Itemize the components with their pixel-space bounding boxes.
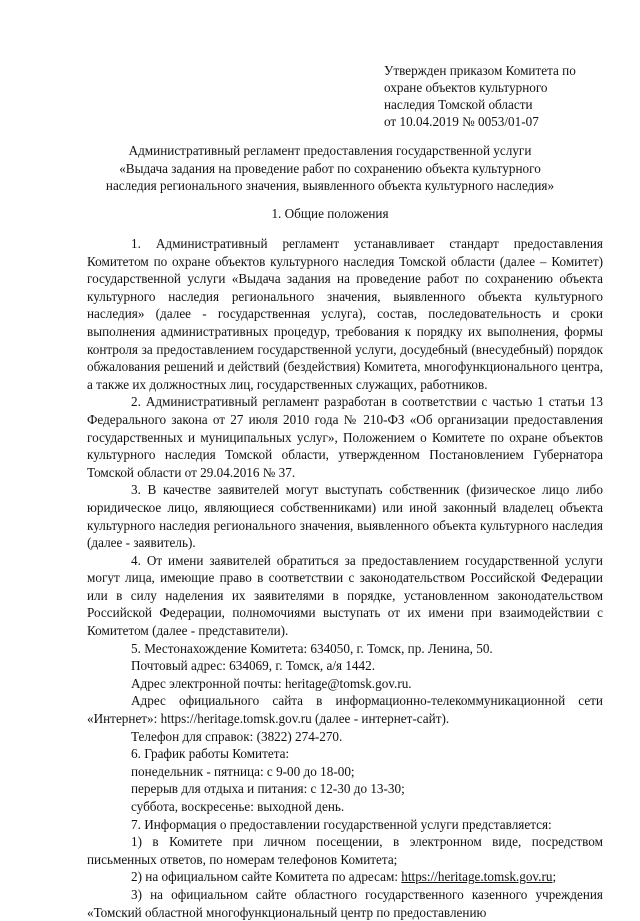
info-item-2-suffix: ; [552,869,557,885]
schedule-break: перерыв для отдыха и питания: с 12-30 до 13-30; [131,781,405,797]
approval-line: охране объектов культурного [384,80,548,95]
official-site: Адрес официального сайта в информационно-телекоммуникационной сети «Интернет»: https://heritage.tomsk.gov.ru (далее - интернет-сайт). [87,693,603,727]
paragraph-2: 2. Административный регламент разработан в соответствии с частью 1 статьи 13 Федерального закона от 27 июля 2010 года № 210-ФЗ «Об организации предоставления государственных и муниципальных услуг», Положением о Комитете по охране объектов культурного наследия Томской области, утвержденном Постановлением Губернатора Томской области от 29.04.2016 № 37. [87,394,603,480]
title-line: Административный регламент предоставления государственной услуги [128,143,532,158]
postal-address: Почтовый адрес: 634069, г. Томск, а/я 1442. [131,658,376,674]
paragraph-5: 5. Местонахождение Комитета: 634050, г. Томск, пр. Ленина, 50. [131,640,493,656]
title-line: наследия регионального значения, выявленного объекта культурного наследия» [105,178,555,193]
paragraph-4: 4. От имени заявителей обратиться за предоставлением государственной услуги могут лица, имеющие право в соответствии с законодательством Российской Федерации или в силу наделения их заявителями в порядке, установленном законодательством Российской Федерации, полномочиями выступать от их имени при взаимодействии с Комитетом (далее - представители). [87,552,603,639]
document-body [87,235,603,921]
title-line: «Выдача задания на проведение работ по сохранению объекта культурного [119,160,541,176]
info-item-1: 1) в Комитете при личном посещении, в электронном виде, посредством письменных ответов, по номерам телефонов Комитета; [87,834,603,867]
site-link[interactable]: https://heritage.tomsk.gov.ru [401,869,553,885]
info-item-2 [131,868,603,886]
info-item-2-text: 2) на официальном сайте Комитета по адресам: [131,869,398,885]
schedule-weekend: суббота, воскресенье: выходной день. [131,799,345,814]
approval-line: наследия Томской области [384,97,533,112]
section-heading: 1. Общие положения [271,206,389,221]
info-item-3: 3) на официальном сайте областного государственного казенного учреждения «Томский областной многофункциональный центр по предоставлению [87,886,603,920]
email-address: Адрес электронной почты: heritage@tomsk.gov.ru. [131,675,412,691]
paragraph-6: 6. График работы Комитета: [131,746,290,762]
approval-line: от 10.04.2019 № 0053/01-07 [384,114,539,129]
paragraph-1: 1. Административный регламент устанавливает стандарт предоставления Комитетом по охране объектов культурного наследия Томской области (далее – Комитет) государственной услуги «Выдача задания на проведение работ по сохранению объекта культурного наследия регионального значения, выявленного объекта культурного наследия» (далее - государственная услуга), состав, последовательность и сроки выполнения административных процедур, требования к порядку их выполнения, формы контроля за предоставлением государственной услуги, досудебный (внесудебный) порядок обжалования решений и действий (бездействия) Комитета, многофункционального центра, а также их должностных лиц, государственных служащих, работников. [87,236,603,392]
paragraph-7: 7. Информация о предоставлении государственной услуги представляется: [131,816,552,832]
document-title [60,142,600,195]
approval-line: Утвержден приказом Комитета по [384,63,576,78]
paragraph-3: 3. В качестве заявителей могут выступать собственник (физическое лицо либо юридическое лицо, являющиеся собственниками) или иной законный владелец объекта культурного наследия регионального значения, выявленного объекта культурного наследия (далее - заявитель). [87,482,603,551]
approval-stamp [384,62,634,130]
phone-number: Телефон для справок: (3822) 274-270. [131,728,343,744]
schedule-weekdays: понедельник - пятница: с 9-00 до 18-00; [131,763,355,779]
